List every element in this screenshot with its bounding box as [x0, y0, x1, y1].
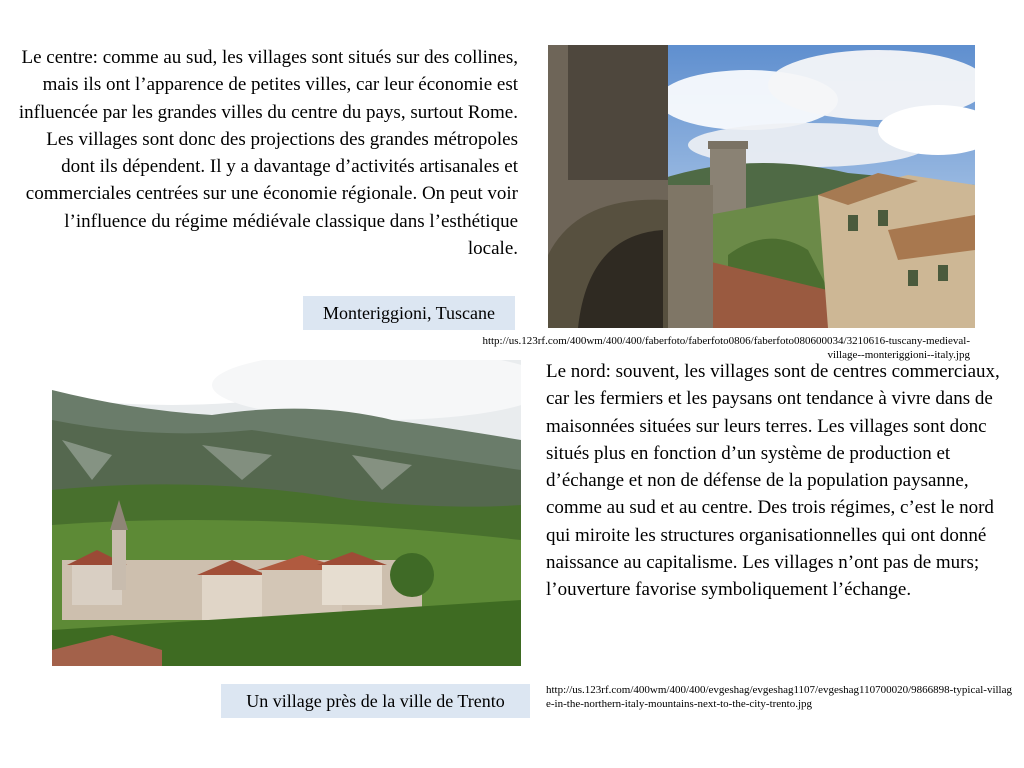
trento-caption: Un village près de la ville de Trento	[221, 684, 530, 718]
monteriggioni-caption: Monteriggioni, Tuscane	[303, 296, 515, 330]
trento-source-url: http://us.123rf.com/400wm/400/400/evgeshag/evgeshag1107/evgeshag110700020/9866898-typical-village-in-the-northern-italy-mountains-next-to-the-city-trento.jpg	[546, 684, 1012, 710]
monteriggioni-photo	[548, 45, 975, 328]
trento-village-photo	[52, 360, 521, 666]
nord-paragraph: Le nord: souvent, les villages sont de centres commerciaux, car les fermiers et les paysans ont tendance à vivre dans de maisonnées situées sur leurs terres. Les villages sont donc situés plus en fonction d’un système de production et d’échange et non de défense de la population paysanne, comme au sud et au centre. Des trois régimes, c’est le nord qui miroite les structures organisationnelles qui ont donné naissance au capitalisme. Les villages n’ont pas de murs; l’ouverture favorise symboliquement l’échange.	[546, 361, 1000, 601]
monteriggioni-source-url: http://us.123rf.com/400wm/400/400/faberfoto/faberfoto0806/faberfoto080600034/3210616-tuscany-medieval-village--monteriggioni--italy.jpg	[482, 335, 970, 361]
centre-paragraph: Le centre: comme au sud, les villages sont situés sur des collines, mais ils ont l’apparence de petites villes, car leur économie est influencée par les grandes villes du centre du pays, surtout Rome. Les villages sont donc des projections des grandes métropoles dont ils dépendent. Il y a davantage d’activités artisanales et commerciales centrées sur une économie régionale. On peut voir l’influence du régime médiévale classique dans l’esthétique locale.	[18, 47, 518, 260]
